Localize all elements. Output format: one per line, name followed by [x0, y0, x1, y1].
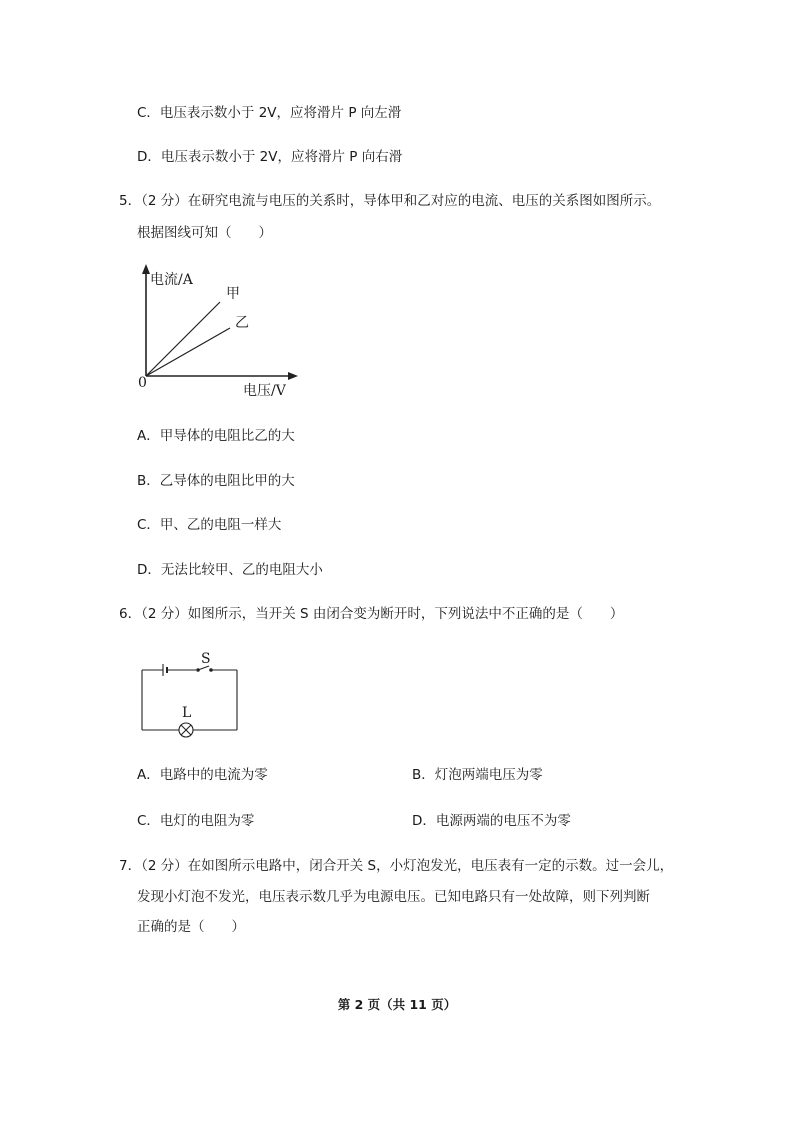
q6-option-d: D．电源两端的电压不为零 — [412, 813, 571, 829]
q5-option-c: C．甲、乙的电阻一样大 — [137, 517, 282, 533]
lamp-label: L — [182, 705, 192, 721]
battery-icon — [163, 664, 167, 676]
line-yi — [146, 328, 230, 376]
q6-stem: 6．（2 分）如图所示，当开关 S 由闭合变为断开时，下列说法中不正确的是（ ） — [119, 606, 624, 622]
x-axis-arrow — [288, 372, 298, 380]
origin-label: 0 — [138, 375, 147, 391]
line-jia-label: 甲 — [226, 286, 240, 302]
page-number: 第 2 页（共 11 页） — [337, 997, 457, 1012]
q7-stem-line1: 7．（2 分）在如图所示电路中，闭合开关 S，小灯泡发光，电压表有一定的示数。过一会儿， — [119, 858, 674, 874]
q4-option-c: C．电压表示数小于 2V，应将滑片 P 向左滑 — [137, 105, 402, 121]
q6-circuit-diagram — [138, 660, 242, 736]
lamp-icon — [179, 723, 193, 737]
q4-option-d: D．电压表示数小于 2V，应将滑片 P 向右滑 — [137, 149, 403, 165]
q5-option-d: D．无法比较甲、乙的电阻大小 — [137, 562, 323, 578]
q5-stem-line1: 5．（2 分）在研究电流与电压的关系时，导体甲和乙对应的电流、电压的关系图如图所示。 — [119, 193, 661, 209]
q5-stem-line2: 根据图线可知（ ） — [137, 225, 272, 241]
q6-option-c: C．电灯的电阻为零 — [137, 813, 255, 829]
q5-option-a: A．甲导体的电阻比乙的大 — [137, 428, 295, 444]
line-jia — [146, 302, 220, 376]
q7-stem-line2: 发现小灯泡不发光，电压表示数几乎为电源电压。已知电路只有一处故障，则下列判断 — [137, 889, 650, 905]
q6-option-b: B．灯泡两端电压为零 — [412, 767, 543, 783]
q7-stem-line3: 正确的是（ ） — [137, 919, 245, 935]
y-axis-arrow — [142, 264, 150, 274]
x-axis-label: 电压/V — [243, 383, 286, 399]
switch-label: S — [201, 651, 211, 667]
y-axis-label: 电流/A — [150, 272, 193, 288]
line-yi-label: 乙 — [235, 315, 249, 331]
q5-option-b: B．乙导体的电阻比甲的大 — [137, 473, 295, 489]
q6-option-a: A．电路中的电流为零 — [137, 767, 268, 783]
